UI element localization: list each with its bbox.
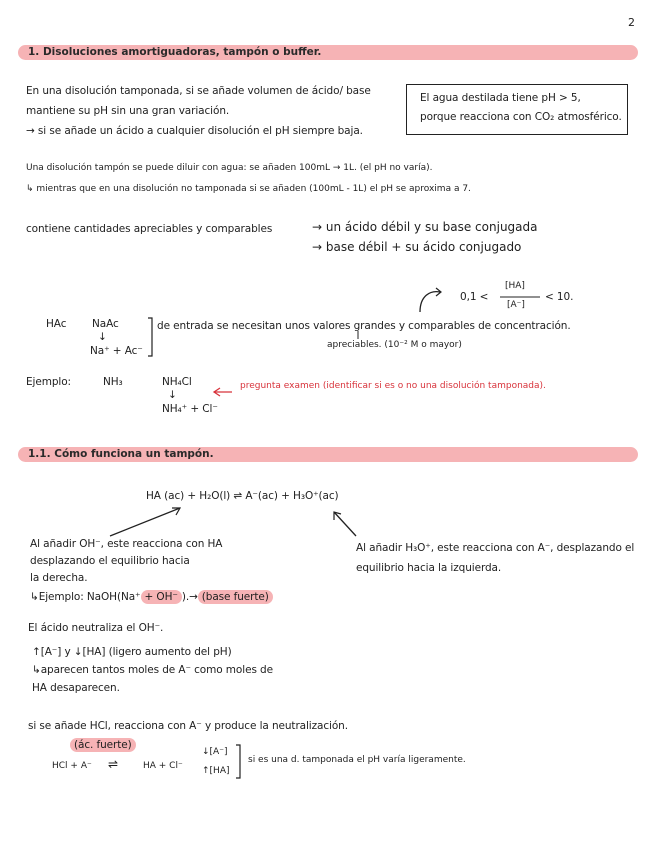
dilution-line-1: Una disolución tampón se puede diluir con agua: se añaden 100mL → 1L. (el pH no varía). <box>26 163 433 173</box>
apreciables-note: apreciables. (10⁻² M o mayor) <box>327 340 462 350</box>
moles-note-line-2: HA desaparecen. <box>32 682 120 694</box>
hcl-note: si se añade HCl, reacciona con A⁻ y produce la neutralización. <box>28 720 348 732</box>
strong-base-highlight: (base fuerte) <box>198 590 273 604</box>
oh-note-line-1: Al añadir OH⁻, este reacciona con HA <box>30 538 223 550</box>
nh3-label: NH₃ <box>103 376 123 388</box>
distilled-water-line-2: porque reacciona con CO₂ atmosférico. <box>420 111 622 123</box>
dilution-line-2: ↳ mientras que en una disolución no tamponada si se añaden (100mL - 1L) el pH se aproxima a 7. <box>26 184 471 194</box>
nh4cl-arrow: ↓ <box>168 389 177 401</box>
final-bracket <box>236 745 240 778</box>
contains-option-2: → base débil + su ácido conjugado <box>312 240 522 254</box>
hcl-equation-right: HA + Cl⁻ <box>143 761 183 771</box>
ha-increase: ↑[HA] <box>202 766 230 776</box>
ratio-right: < 10. <box>545 291 574 303</box>
distilled-water-line-1: El agua destilada tiene pH > 5, <box>420 92 581 104</box>
naac-dissociation: Na⁺ + Ac⁻ <box>90 345 143 357</box>
nh4cl-dissociation: NH₄⁺ + Cl⁻ <box>162 403 218 415</box>
h3o-note-line-1: Al añadir H₃O⁺, este reacciona con A⁻, desplazando el <box>356 542 635 554</box>
contains-label: contiene cantidades apreciables y comparables <box>26 223 273 235</box>
final-note: si es una d. tamponada el pH varía ligeramente. <box>248 755 466 765</box>
example-label: Ejemplo: <box>26 376 71 388</box>
hac-label: HAc <box>46 318 67 330</box>
concentration-change: ↑[A⁻] y ↓[HA] (ligero aumento del pH) <box>32 646 232 658</box>
naac-arrow: ↓ <box>98 331 107 343</box>
exam-question-note: pregunta examen (identificar si es o no una disolución tamponada). <box>240 381 546 391</box>
ratio-denominator: [A⁻] <box>507 300 525 310</box>
oh-note-line-2: desplazando el equilibrio hacia <box>30 555 190 567</box>
naac-bracket <box>148 318 152 356</box>
buffer-definition-line-2: mantiene su pH sin una gran variación. <box>26 105 230 117</box>
oh-highlight: + OH⁻ <box>141 590 182 604</box>
a-decrease: ↓[A⁻] <box>202 747 228 757</box>
neutralize-note: El ácido neutraliza el OH⁻. <box>28 622 164 634</box>
acid-note: → si se añade un ácido a cualquier disolución el pH siempre baja. <box>26 125 363 137</box>
contains-option-1: → un ácido débil y su base conjugada <box>312 220 538 234</box>
section-1-title: 1. Disoluciones amortiguadoras, tampón o buffer. <box>28 46 322 58</box>
oh-note-line-3: la derecha. <box>30 572 88 584</box>
naoh-example-prefix: ↳Ejemplo: NaOH(Na⁺ <box>30 591 141 603</box>
moles-note-line-1: ↳aparecen tantos moles de A⁻ como moles de <box>32 664 273 676</box>
oh-pointer-arrow <box>110 508 180 536</box>
naoh-example-suffix: ).→ <box>181 591 198 603</box>
nh4cl-label: NH₄Cl <box>162 376 192 388</box>
hcl-equation-left: HCl + A⁻ <box>52 761 92 771</box>
naac-label: NaAc <box>92 318 119 330</box>
page-number: 2 <box>628 16 635 29</box>
section-2-title: 1.1. Cómo funciona un tampón. <box>28 448 214 460</box>
ratio-left: 0,1 < <box>460 291 489 303</box>
bracket-note: de entrada se necesitan unos valores grandes y comparables de concentración. <box>157 320 571 332</box>
hcl-equation-arrow: ⇌ <box>108 757 119 771</box>
h3o-note-line-2: equilibrio hacia la izquierda. <box>356 562 502 574</box>
buffer-definition-line-1: En una disolución tamponada, si se añade volumen de ácido/ base <box>26 85 371 97</box>
h3o-pointer-arrow <box>334 512 356 536</box>
ratio-numerator: [HA] <box>505 281 525 291</box>
strong-acid-highlight: (ác. fuerte) <box>70 738 136 752</box>
buffer-equilibrium-equation: HA (ac) + H₂O(l) ⇌ A⁻(ac) + H₃O⁺(ac) <box>146 490 339 502</box>
